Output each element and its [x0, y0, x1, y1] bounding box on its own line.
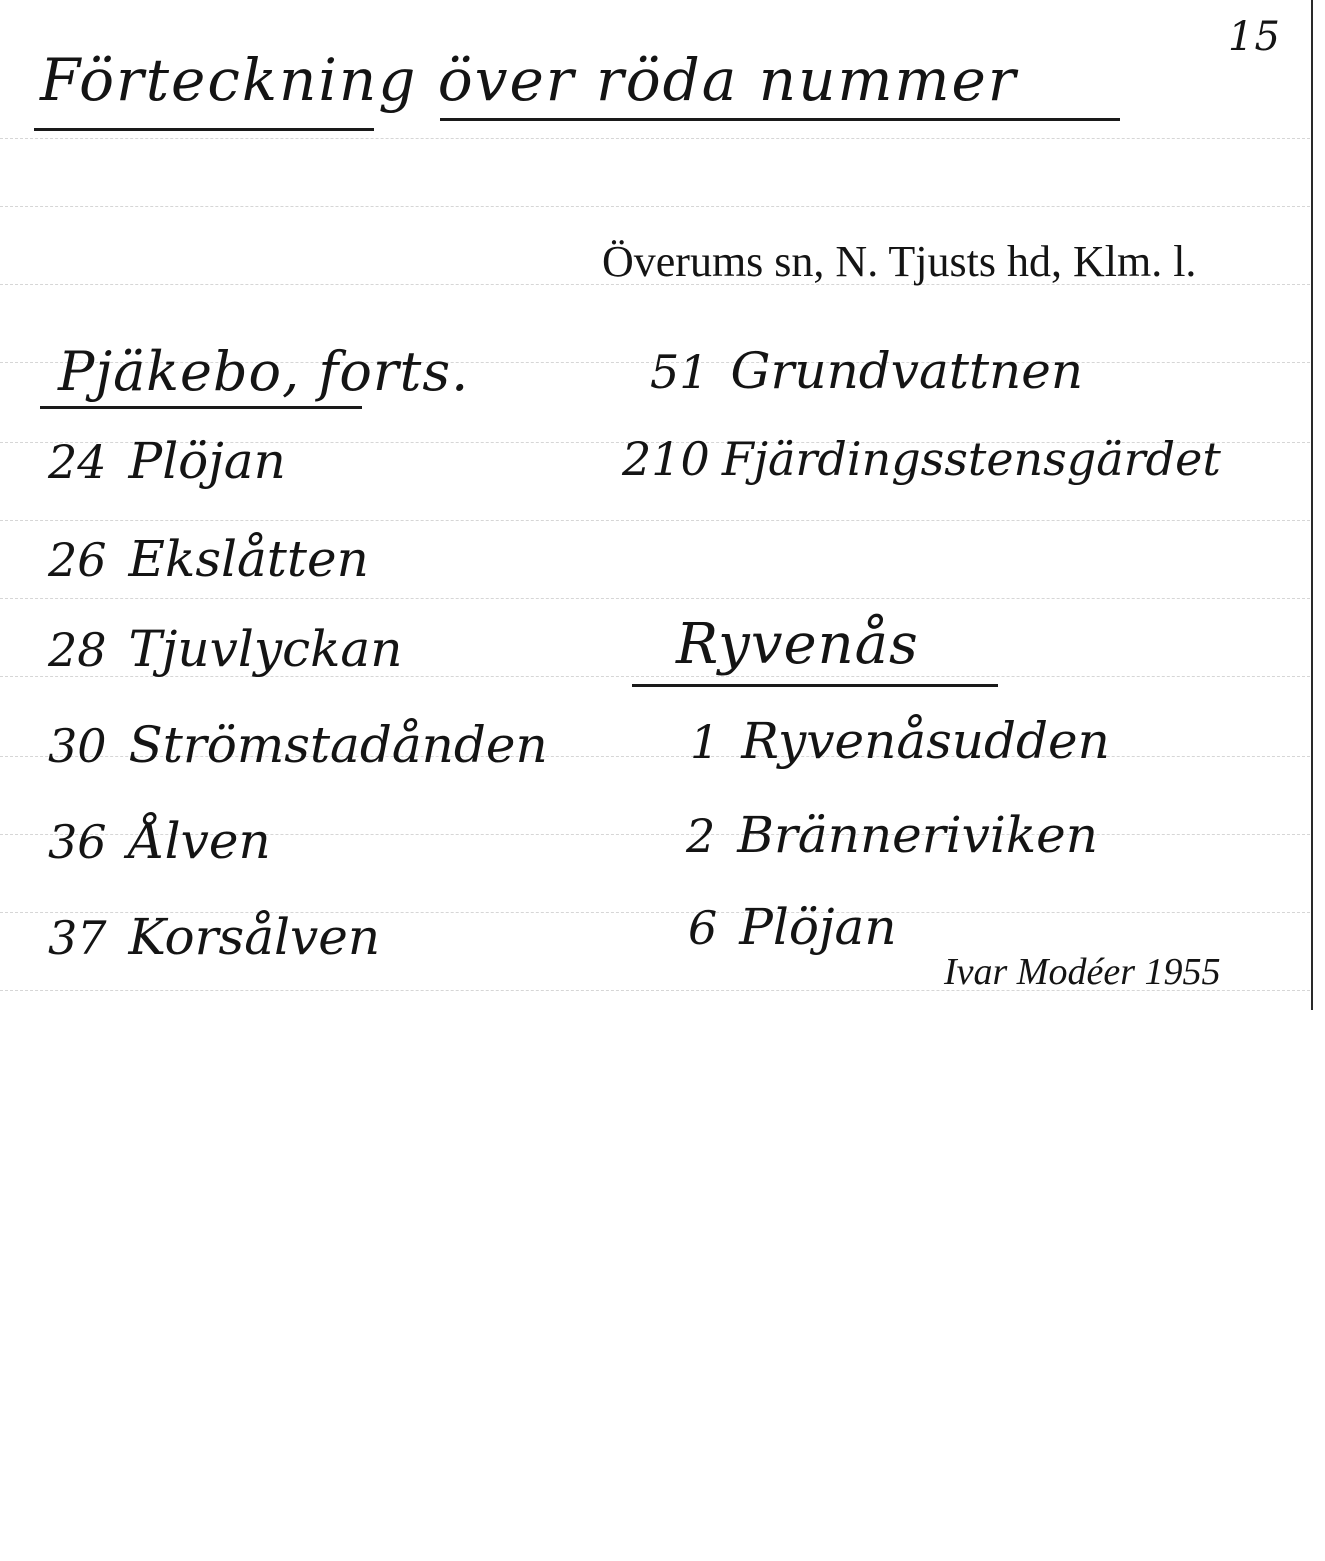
location-line: Överums sn, N. Tjusts hd, Klm. l. — [602, 237, 1197, 286]
entry-number: 1 — [690, 715, 720, 769]
list-item — [622, 432, 1221, 486]
entry-name: Plöjan — [739, 898, 897, 956]
list-item — [48, 812, 271, 870]
section-heading-pjakebo — [58, 340, 469, 403]
list-item — [48, 620, 402, 678]
entry-name: Strömstadånden — [128, 716, 548, 774]
list-item — [48, 908, 380, 966]
list-item — [688, 898, 897, 956]
entry-name: Grundvattnen — [730, 342, 1084, 400]
card-edge — [1311, 0, 1313, 1010]
entry-number: 6 — [688, 901, 718, 955]
entry-number: 37 — [48, 911, 107, 965]
entry-number: 26 — [48, 533, 107, 587]
heading-underline — [40, 406, 362, 409]
page-number: 15 — [1228, 14, 1281, 60]
entry-number: 210 — [622, 432, 710, 486]
heading-text: Pjäkebo — [58, 340, 283, 403]
entry-name: Bränneriviken — [737, 806, 1098, 864]
entry-name: Plöjan — [128, 432, 286, 490]
list-item — [650, 342, 1083, 400]
entry-number: 51 — [650, 345, 709, 399]
list-item — [48, 432, 286, 490]
entry-name: Ekslåtten — [128, 530, 369, 588]
heading-underline — [632, 684, 998, 687]
section-heading-ryvenas: Ryvenås — [676, 612, 919, 677]
list-item — [690, 712, 1110, 770]
entry-name: Korsålven — [128, 908, 381, 966]
card-rule — [0, 520, 1310, 521]
entry-number: 36 — [48, 815, 107, 869]
entry-name: Fjärdingsstensgärdet — [721, 432, 1221, 486]
list-item — [48, 530, 369, 588]
card-rule — [0, 206, 1310, 207]
entry-number: 30 — [48, 719, 107, 773]
list-item — [48, 716, 548, 774]
heading-suffix: , forts. — [282, 340, 470, 403]
entry-name: Tjuvlyckan — [128, 620, 403, 678]
title-underline — [34, 128, 374, 131]
card-rule — [0, 138, 1310, 139]
card-title: Förteckning över röda nummer — [40, 46, 1018, 114]
entry-name: Ålven — [128, 812, 271, 870]
list-item — [686, 806, 1098, 864]
title-underline — [440, 118, 1120, 121]
card-rule — [0, 598, 1310, 599]
entry-name: Ryvenåsudden — [741, 712, 1110, 770]
signature: Ivar Modéer 1955 — [944, 951, 1221, 993]
entry-number: 24 — [48, 435, 107, 489]
entry-number: 2 — [686, 809, 716, 863]
entry-number: 28 — [48, 623, 107, 677]
